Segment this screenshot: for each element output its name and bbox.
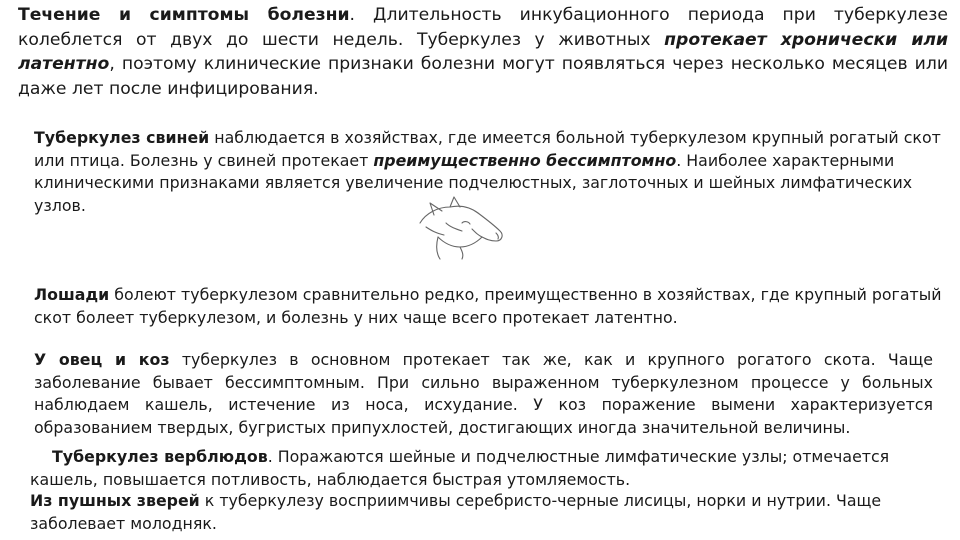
text-segment: туберкулез в основном протекает так же, как и крупного рогатого скота. Чаще заболевание бывает бессимптомным. При сильно выраженном туберкулезном процессе у больных наблюдаем кашель, истечение из носа, исхудание. У коз поражение вымени характеризуется образованием твердых, бугристых припухлостей, достигающих иногда значительной величины.	[34, 350, 933, 437]
text-segment: . Наиболее характерными клиническими признаками является увеличение подчелюстных, заглоточных и шейных лимфатических узлов.	[34, 150, 913, 215]
heading-course-and-symptoms: Течение и симптомы болезни	[18, 5, 350, 25]
pig-head-sketch-icon	[416, 193, 508, 261]
heading-camels: Туберкулез верблюдов	[52, 447, 268, 466]
text-segment: к туберкулезу восприимчивы серебристо-черные лисицы, норки и нутрии. Чаще заболевает молодняк.	[30, 491, 882, 533]
text-segment: . Поражаются шейные и подчелюстные лимфатические узлы; отмечается кашель, повышается потливость, наблюдается быстрая утомляемость.	[30, 447, 890, 489]
heading-horses: Лошади	[34, 285, 110, 304]
paragraph-fur-animals	[30, 490, 940, 535]
paragraph-horses	[34, 284, 944, 329]
heading-swine-tuberculosis: Туберкулез свиней	[34, 128, 210, 147]
text-segment: , поэтому клинические признаки болезни могут появляться через несколько месяцев или даже лет после инфицирования.	[18, 54, 948, 99]
text-segment: болеют туберкулезом сравнительно редко, преимущественно в хозяйствах, где крупный рогатый скот болеет туберкулезом, и болезнь у них чаще всего протекает латентно.	[34, 285, 942, 327]
paragraph-course-and-symptoms	[18, 3, 948, 101]
heading-fur-animals: Из пушных зверей	[30, 491, 200, 510]
heading-sheep-goats: У овец и коз	[34, 350, 170, 369]
paragraph-camels	[30, 446, 940, 491]
paragraph-sheep-goats	[34, 349, 933, 439]
text-segment: наблюдается в хозяйствах, где имеется больной туберкулезом крупный рогатый скот или птица. Болезнь у свиней протекает	[34, 128, 941, 170]
emphasis-asymptomatic: преимущественно бессимптомно	[373, 150, 677, 170]
emphasis-chronic-latent: протекает хронически или латентно	[18, 29, 948, 74]
text-segment: . Длительность инкубационного периода при туберкулезе колеблется от двух до шести недель. Туберкулез у животных	[18, 5, 948, 50]
